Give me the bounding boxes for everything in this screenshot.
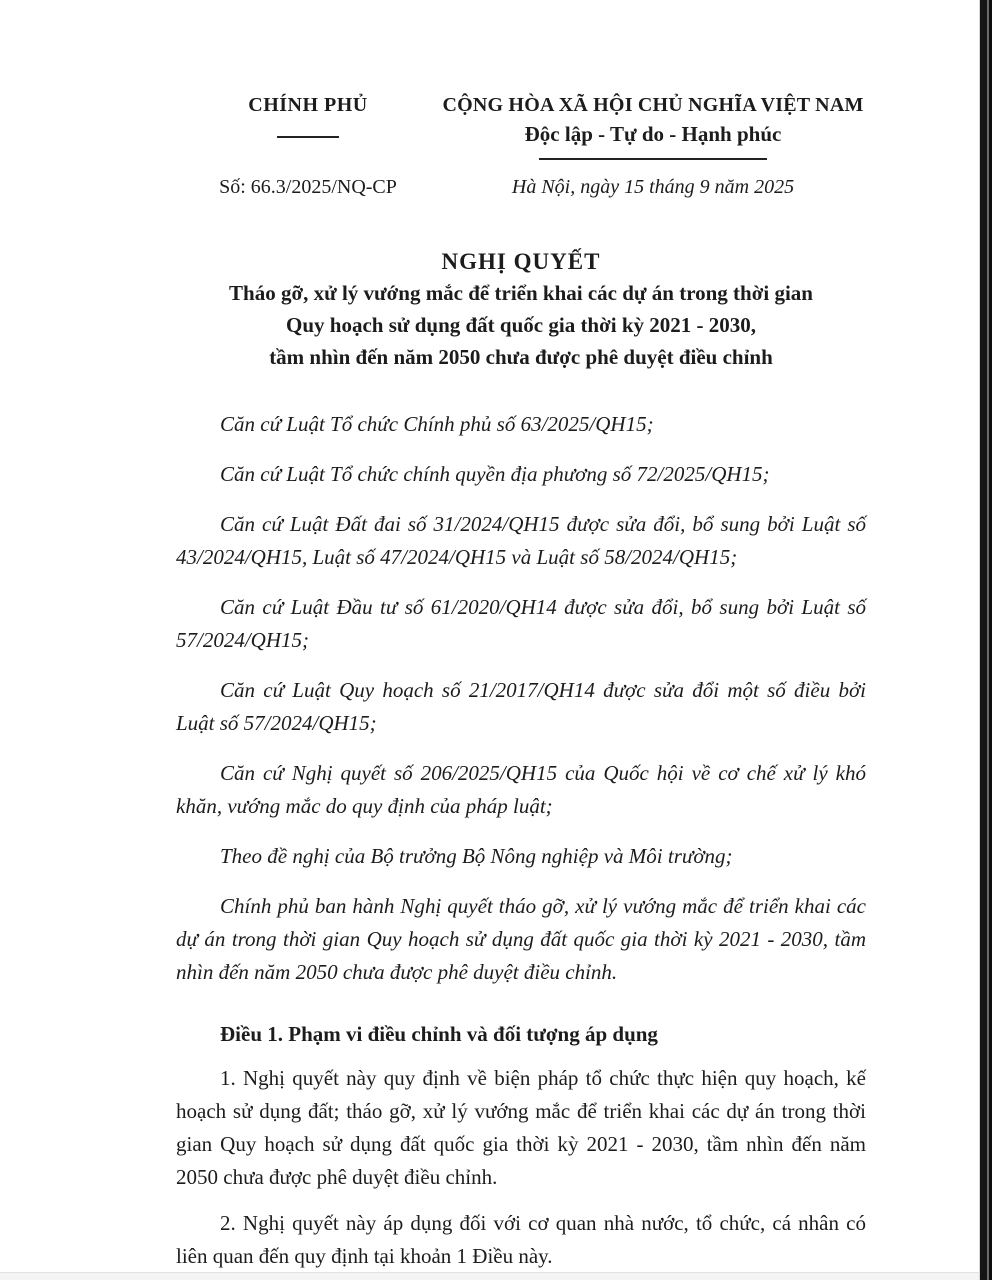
proposal-paragraph: Theo đề nghị của Bộ trưởng Bộ Nông nghiệp và Môi trường;	[220, 844, 733, 868]
issuing-authority-name: CHÍNH PHỦ	[248, 94, 368, 116]
national-motto: Độc lập - Tự do - Hạnh phúc	[524, 122, 782, 146]
title-block	[176, 247, 866, 373]
article-1-clause-1: 1. Nghị quyết này quy định về biện pháp tổ chức thực hiện quy hoạch, kế hoạch sử dụng đất; tháo gỡ, xử lý vướng mắc để triển khai các dự án trong thời gian Quy hoạch sử dụng đất quốc gia thời kỳ 2021 - 2030, tầm nhìn đến năm 2050 chưa được phê duyệt điều chỉnh.	[176, 1066, 866, 1189]
legal-basis-paragraph-5: Căn cứ Luật Quy hoạch số 21/2017/QH14 được sửa đổi một số điều bởi Luật số 57/2024/QH15;	[176, 678, 866, 735]
page-bottom-strip	[0, 1272, 979, 1280]
legal-basis-paragraph-3: Căn cứ Luật Đất đai số 31/2024/QH15 được sửa đổi, bổ sung bởi Luật số 43/2024/QH15, Luật số 47/2024/QH15 và Luật số 58/2024/QH15;	[176, 512, 866, 569]
authority-underline-divider	[277, 136, 339, 138]
subject-line-2: Quy hoạch sử dụng đất quốc gia thời kỳ 2021 - 2030,	[286, 313, 756, 337]
document-type-title: NGHỊ QUYẾT	[441, 249, 601, 274]
document-header	[176, 92, 866, 160]
national-title: CỘNG HÒA XÃ HỘI CHỦ NGHĨA VIỆT NAM	[442, 94, 864, 116]
article-1-clause-2: 2. Nghị quyết này áp dụng đối với cơ quan nhà nước, tổ chức, cá nhân có liên quan đến quy định tại khoản 1 Điều này.	[176, 1211, 866, 1268]
enactment-paragraph: Chính phủ ban hành Nghị quyết tháo gỡ, xử lý vướng mắc để triển khai các dự án trong thời gian Quy hoạch sử dụng đất quốc gia thời kỳ 2021 - 2030, tầm nhìn đến năm 2050 chưa được phê duyệt điều chỉnh.	[176, 894, 866, 984]
national-header-block	[440, 92, 866, 160]
document-number: Số: 66.3/2025/NQ-CP	[219, 176, 397, 198]
photo-right-edge	[979, 0, 992, 1280]
issuing-authority-block	[176, 92, 440, 160]
legal-basis-paragraph-1: Căn cứ Luật Tổ chức Chính phủ số 63/2025/QH15;	[220, 412, 654, 436]
document-page	[176, 0, 866, 1273]
motto-underline-divider	[539, 158, 767, 160]
legal-basis-paragraph-4: Căn cứ Luật Đầu tư số 61/2020/QH14 được sửa đổi, bổ sung bởi Luật số 57/2024/QH15;	[176, 595, 866, 652]
place-and-date: Hà Nội, ngày 15 tháng 9 năm 2025	[511, 176, 795, 198]
article-1-section	[176, 1019, 866, 1273]
subject-line-3: tầm nhìn đến năm 2050 chưa được phê duyệt điều chỉnh	[269, 345, 773, 369]
subject-line-1: Tháo gỡ, xử lý vướng mắc để triển khai các dự án trong thời gian	[229, 281, 813, 305]
legal-basis-paragraph-6: Căn cứ Nghị quyết số 206/2025/QH15 của Quốc hội về cơ chế xử lý khó khăn, vướng mắc do quy định của pháp luật;	[176, 761, 866, 818]
preamble-section	[176, 408, 866, 989]
article-1-heading: Điều 1. Phạm vi điều chỉnh và đối tượng áp dụng	[220, 1022, 658, 1046]
legal-basis-paragraph-2: Căn cứ Luật Tổ chức chính quyền địa phương số 72/2025/QH15;	[220, 462, 770, 486]
document-header-row2	[176, 176, 866, 199]
